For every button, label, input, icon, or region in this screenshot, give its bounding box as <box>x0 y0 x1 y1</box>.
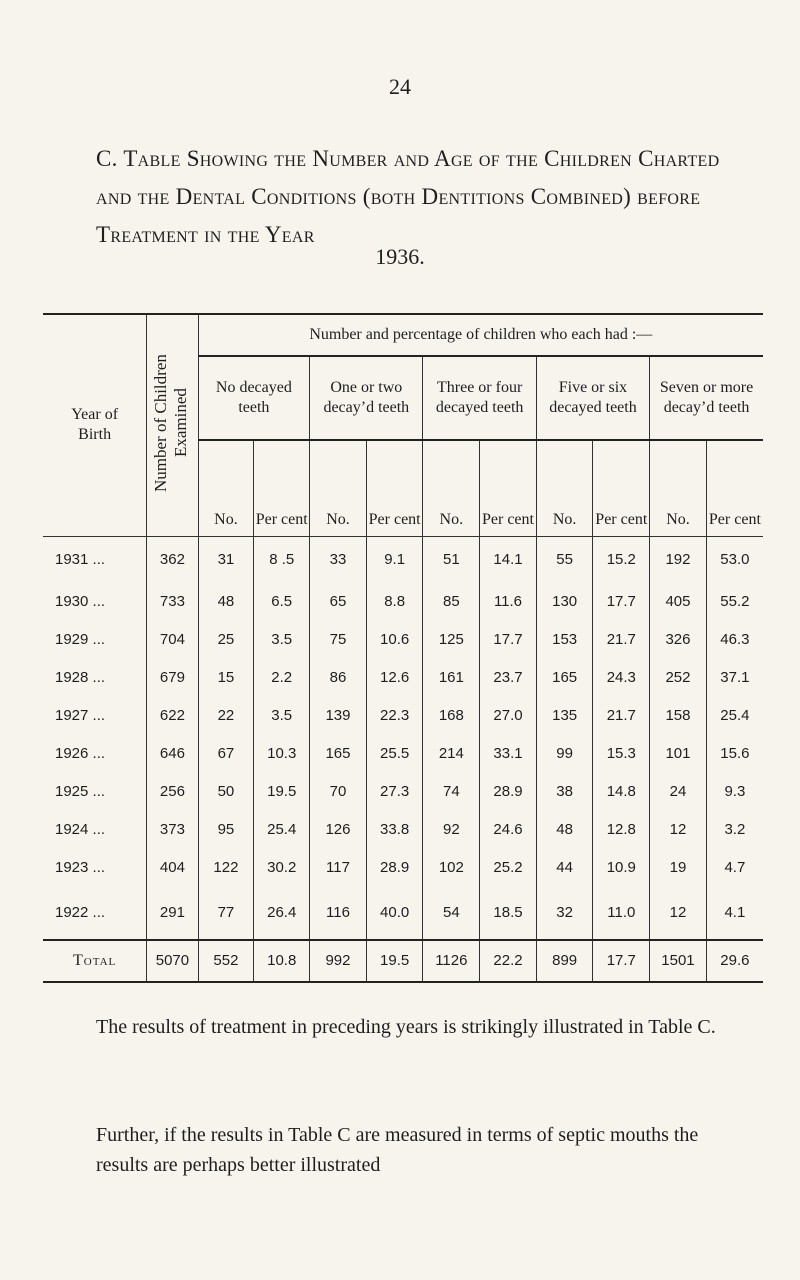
count-cell: 50 <box>198 773 254 811</box>
percent-cell: 10.9 <box>593 849 650 887</box>
table-title: C. Table Showing the Number and Age of the Children Charted and the Dental Conditions (both Dentitions Combined) before Treatment in the Year <box>96 146 720 247</box>
count-cell: 85 <box>423 583 480 621</box>
percent-cell: 21.7 <box>593 697 650 735</box>
percent-cell: 10.6 <box>366 621 423 659</box>
table-title-year: 1936. <box>375 244 425 269</box>
table-row <box>43 811 763 849</box>
count-cell: 116 <box>310 887 367 940</box>
year-cell: 1923 ... <box>55 859 106 876</box>
percent-cell: 46.3 <box>706 621 763 659</box>
total-percent-cell: 10.8 <box>254 940 310 982</box>
percent-cell: 18.5 <box>480 887 537 940</box>
percent-cell: 4.7 <box>706 849 763 887</box>
count-cell: 102 <box>423 849 480 887</box>
count-cell: 19 <box>650 849 707 887</box>
count-cell: 165 <box>536 659 593 697</box>
total-count-cell: 899 <box>536 940 593 982</box>
total-count-cell: 1126 <box>423 940 480 982</box>
percent-cell: 15.2 <box>593 536 650 583</box>
examined-cell: 679 <box>147 659 198 697</box>
percent-cell: 9.1 <box>366 536 423 583</box>
count-cell: 75 <box>310 621 367 659</box>
count-cell: 15 <box>198 659 254 697</box>
no-subheader: No. <box>310 440 367 536</box>
percent-cell: 8.8 <box>366 583 423 621</box>
count-cell: 25 <box>198 621 254 659</box>
total-count-cell: 552 <box>198 940 254 982</box>
count-cell: 48 <box>536 811 593 849</box>
count-cell: 153 <box>536 621 593 659</box>
examined-cell: 362 <box>147 536 198 583</box>
year-cell: 1927 ... <box>55 707 106 724</box>
percent-cell: 6.5 <box>254 583 310 621</box>
year-cell: 1929 ... <box>55 631 106 648</box>
per-cent-subheader: Per cent <box>706 440 763 536</box>
year-cell: 1928 ... <box>55 669 106 686</box>
percent-cell: 15.3 <box>593 735 650 773</box>
no-subheader: No. <box>423 440 480 536</box>
count-cell: 130 <box>536 583 593 621</box>
percent-cell: 21.7 <box>593 621 650 659</box>
count-cell: 252 <box>650 659 707 697</box>
table-row <box>43 583 763 621</box>
percent-cell: 24.6 <box>480 811 537 849</box>
total-percent-cell: 29.6 <box>706 940 763 982</box>
count-cell: 326 <box>650 621 707 659</box>
percent-cell: 33.8 <box>366 811 423 849</box>
count-cell: 95 <box>198 811 254 849</box>
year-cell: 1926 ... <box>55 745 106 762</box>
table-row <box>43 887 763 940</box>
table-row <box>43 773 763 811</box>
count-cell: 125 <box>423 621 480 659</box>
paragraph-results: The results of treatment in preceding years is strikingly illustrated in Table C. <box>96 1016 716 1038</box>
count-cell: 117 <box>310 849 367 887</box>
count-cell: 65 <box>310 583 367 621</box>
percent-cell: 24.3 <box>593 659 650 697</box>
percentage-group-header: Number and percentage of children who each had :— <box>198 314 763 356</box>
count-cell: 168 <box>423 697 480 735</box>
count-cell: 122 <box>198 849 254 887</box>
percent-cell: 28.9 <box>480 773 537 811</box>
examined-cell: 733 <box>147 583 198 621</box>
percent-cell: 22.3 <box>366 697 423 735</box>
percent-cell: 17.7 <box>480 621 537 659</box>
page-number: 24 <box>389 74 411 99</box>
table-row <box>43 735 763 773</box>
count-cell: 33 <box>310 536 367 583</box>
percent-cell: 19.5 <box>254 773 310 811</box>
percent-cell: 40.0 <box>366 887 423 940</box>
children-examined-header: Number of Children Examined <box>147 314 198 536</box>
total-label: Total <box>43 940 147 982</box>
count-cell: 31 <box>198 536 254 583</box>
percent-cell: 3.5 <box>254 621 310 659</box>
group-header-three-four: Three or four decayed teeth <box>423 356 536 440</box>
percent-cell: 27.3 <box>366 773 423 811</box>
percent-cell: 33.1 <box>480 735 537 773</box>
group-header-no-decay: No decayed teeth <box>198 356 310 440</box>
table-row <box>43 536 763 583</box>
total-percent-cell: 22.2 <box>480 940 537 982</box>
percent-cell: 26.4 <box>254 887 310 940</box>
count-cell: 77 <box>198 887 254 940</box>
count-cell: 12 <box>650 887 707 940</box>
count-cell: 86 <box>310 659 367 697</box>
percent-cell: 4.1 <box>706 887 763 940</box>
percent-cell: 3.2 <box>706 811 763 849</box>
count-cell: 99 <box>536 735 593 773</box>
table-row <box>43 697 763 735</box>
count-cell: 67 <box>198 735 254 773</box>
count-cell: 24 <box>650 773 707 811</box>
percent-cell: 10.3 <box>254 735 310 773</box>
percent-cell: 9.3 <box>706 773 763 811</box>
count-cell: 54 <box>423 887 480 940</box>
percent-cell: 12.8 <box>593 811 650 849</box>
percent-cell: 14.8 <box>593 773 650 811</box>
count-cell: 165 <box>310 735 367 773</box>
count-cell: 51 <box>423 536 480 583</box>
percent-cell: 3.5 <box>254 697 310 735</box>
percent-cell: 28.9 <box>366 849 423 887</box>
no-subheader: No. <box>536 440 593 536</box>
count-cell: 405 <box>650 583 707 621</box>
year-cell: 1922 ... <box>55 904 106 921</box>
percent-cell: 23.7 <box>480 659 537 697</box>
per-cent-subheader: Per cent <box>593 440 650 536</box>
per-cent-subheader: Per cent <box>366 440 423 536</box>
count-cell: 12 <box>650 811 707 849</box>
percent-cell: 12.6 <box>366 659 423 697</box>
count-cell: 214 <box>423 735 480 773</box>
count-cell: 101 <box>650 735 707 773</box>
percent-cell: 25.4 <box>706 697 763 735</box>
count-cell: 48 <box>198 583 254 621</box>
percent-cell: 55.2 <box>706 583 763 621</box>
count-cell: 22 <box>198 697 254 735</box>
total-count-cell: 1501 <box>650 940 707 982</box>
total-percent-cell: 19.5 <box>366 940 423 982</box>
percent-cell: 11.0 <box>593 887 650 940</box>
count-cell: 126 <box>310 811 367 849</box>
count-cell: 135 <box>536 697 593 735</box>
percent-cell: 27.0 <box>480 697 537 735</box>
count-cell: 55 <box>536 536 593 583</box>
total-row <box>43 940 763 982</box>
per-cent-subheader: Per cent <box>480 440 537 536</box>
examined-cell: 373 <box>147 811 198 849</box>
dental-conditions-table <box>43 313 763 983</box>
percent-cell: 2.2 <box>254 659 310 697</box>
total-count-cell: 992 <box>310 940 367 982</box>
total-percent-cell: 17.7 <box>593 940 650 982</box>
no-subheader: No. <box>198 440 254 536</box>
percent-cell: 25.4 <box>254 811 310 849</box>
percent-cell: 37.1 <box>706 659 763 697</box>
count-cell: 158 <box>650 697 707 735</box>
percent-cell: 25.5 <box>366 735 423 773</box>
percent-cell: 11.6 <box>480 583 537 621</box>
examined-cell: 622 <box>147 697 198 735</box>
table-row <box>43 659 763 697</box>
examined-cell: 704 <box>147 621 198 659</box>
group-header-one-two: One or two decay’d teeth <box>310 356 423 440</box>
percent-cell: 17.7 <box>593 583 650 621</box>
year-cell: 1924 ... <box>55 821 106 838</box>
count-cell: 161 <box>423 659 480 697</box>
group-header-five-six: Five or six decayed teeth <box>536 356 649 440</box>
year-of-birth-header: Year of Birth <box>43 314 147 536</box>
count-cell: 32 <box>536 887 593 940</box>
paragraph-septic-mouths: Further, if the results in Table C are measured in terms of septic mouths the results are perhaps better illustrated <box>96 1124 699 1176</box>
per-cent-subheader: Per cent <box>254 440 310 536</box>
count-cell: 70 <box>310 773 367 811</box>
no-subheader: No. <box>650 440 707 536</box>
percent-cell: 15.6 <box>706 735 763 773</box>
examined-cell: 256 <box>147 773 198 811</box>
percent-cell: 14.1 <box>480 536 537 583</box>
examined-cell: 646 <box>147 735 198 773</box>
count-cell: 44 <box>536 849 593 887</box>
examined-cell: 404 <box>147 849 198 887</box>
count-cell: 192 <box>650 536 707 583</box>
examined-cell: 291 <box>147 887 198 940</box>
count-cell: 139 <box>310 697 367 735</box>
count-cell: 74 <box>423 773 480 811</box>
year-cell: 1930 ... <box>55 593 106 610</box>
percent-cell: 30.2 <box>254 849 310 887</box>
group-header-seven-more: Seven or more decay’d teeth <box>650 356 763 440</box>
year-cell: 1925 ... <box>55 783 106 800</box>
year-cell: 1931 ... <box>55 551 106 568</box>
count-cell: 38 <box>536 773 593 811</box>
table-row <box>43 621 763 659</box>
percent-cell: 53.0 <box>706 536 763 583</box>
percent-cell: 25.2 <box>480 849 537 887</box>
table-row <box>43 849 763 887</box>
total-examined-cell: 5070 <box>147 940 198 982</box>
count-cell: 92 <box>423 811 480 849</box>
percent-cell: 8 .5 <box>254 536 310 583</box>
